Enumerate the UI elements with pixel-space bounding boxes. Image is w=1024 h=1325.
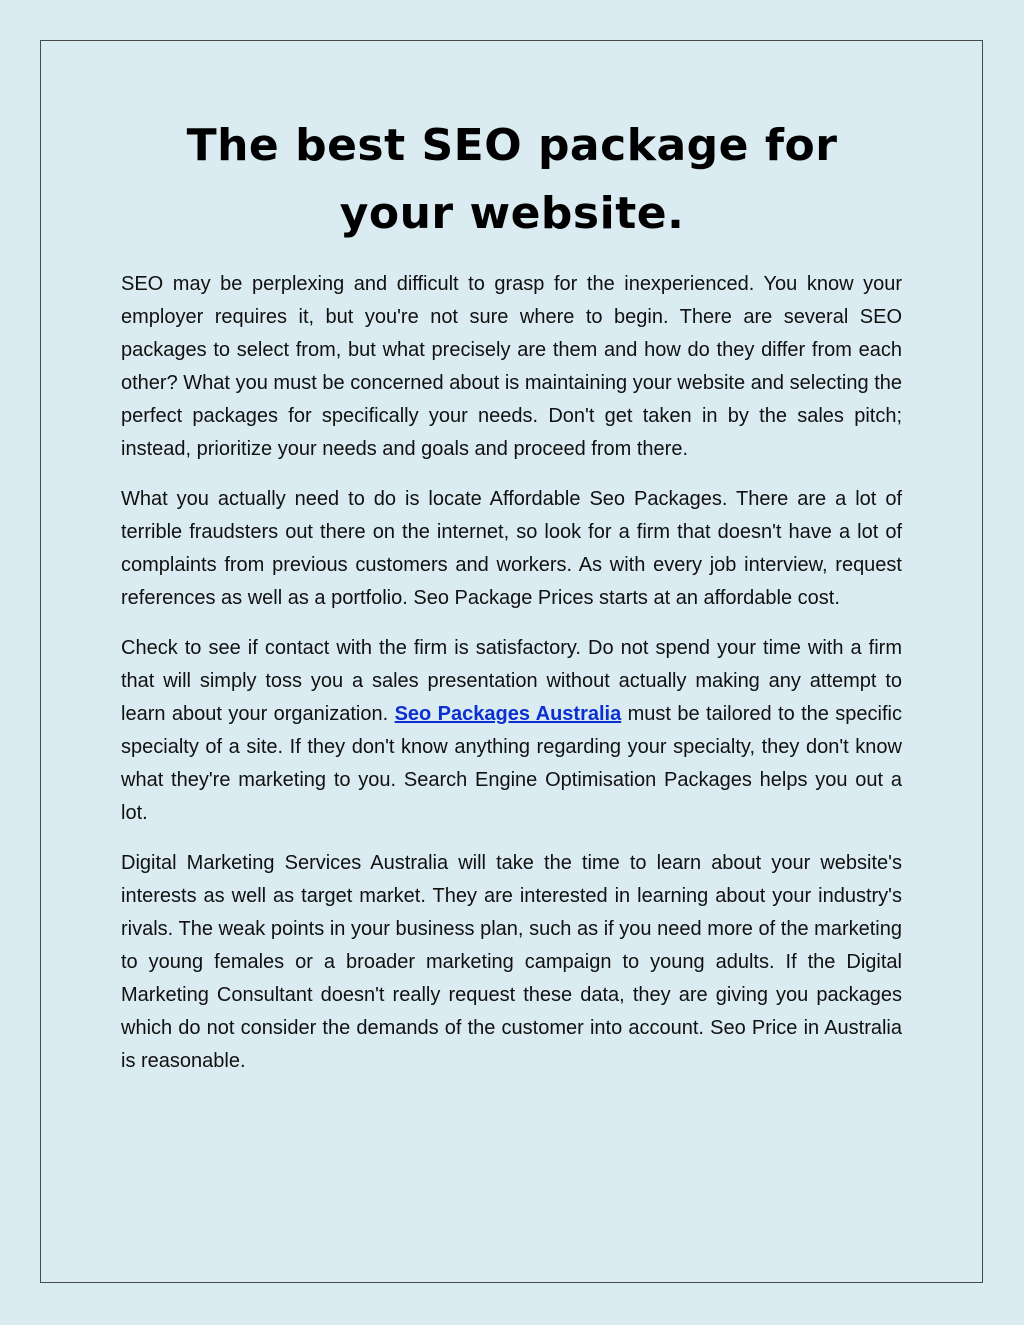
document-body: [121, 268, 902, 1095]
title-line-2: your website.: [339, 188, 685, 239]
paragraph-intro: SEO may be perplexing and difficult to grasp for the inexperienced. You know your employer requires it, but you're not sure where to begin. There are several SEO packages to select from, but what precisely are them and how do they differ from each other? What you must be concerned about is maintaining your website and selecting the perfect packages for specifically your needs. Don't get taken in by the sales pitch; instead, prioritize your needs and goals and proceed from there.: [121, 273, 902, 460]
paragraph-digital-marketing: Digital Marketing Services Australia will take the time to learn about your website's interests as well as target market. They are interested in learning about your industry's rivals. The weak points in your business plan, such as if you need more of the marketing to young females or a broader marketing campaign to young adults. If the Digital Marketing Consultant doesn't really request these data, they are giving you packages which do not consider the demands of the customer into account. Seo Price in Australia is reasonable.: [121, 852, 902, 1072]
paragraph-contact-check: [121, 632, 902, 830]
paragraph-contact-text-start: Check to see if contact with the firm is satisfactory. Do not spend your time with a firm that will simply toss you a sales presentation without actually making any attempt to learn about your organization.: [121, 637, 902, 725]
paragraph-affordable-packages: What you actually need to do is locate Affordable Seo Packages. There are a lot of terrible fraudsters out there on the internet, so look for a firm that doesn't have a lot of complaints from previous customers and workers. As with every job interview, request references as well as a portfolio. Seo Package Prices starts at an affordable cost.: [121, 488, 902, 609]
title-line-1: The best SEO package for: [186, 120, 838, 171]
seo-packages-australia-link[interactable]: Seo Packages Australia: [394, 703, 622, 725]
paragraph-contact-text-end: must be tailored to the specific specialty of a site. If they don't know anything regarding your specialty, they don't know what they're marketing to you. Search Engine Optimisation Packages helps you out a lot.: [121, 703, 902, 824]
document-title: [100, 112, 924, 248]
